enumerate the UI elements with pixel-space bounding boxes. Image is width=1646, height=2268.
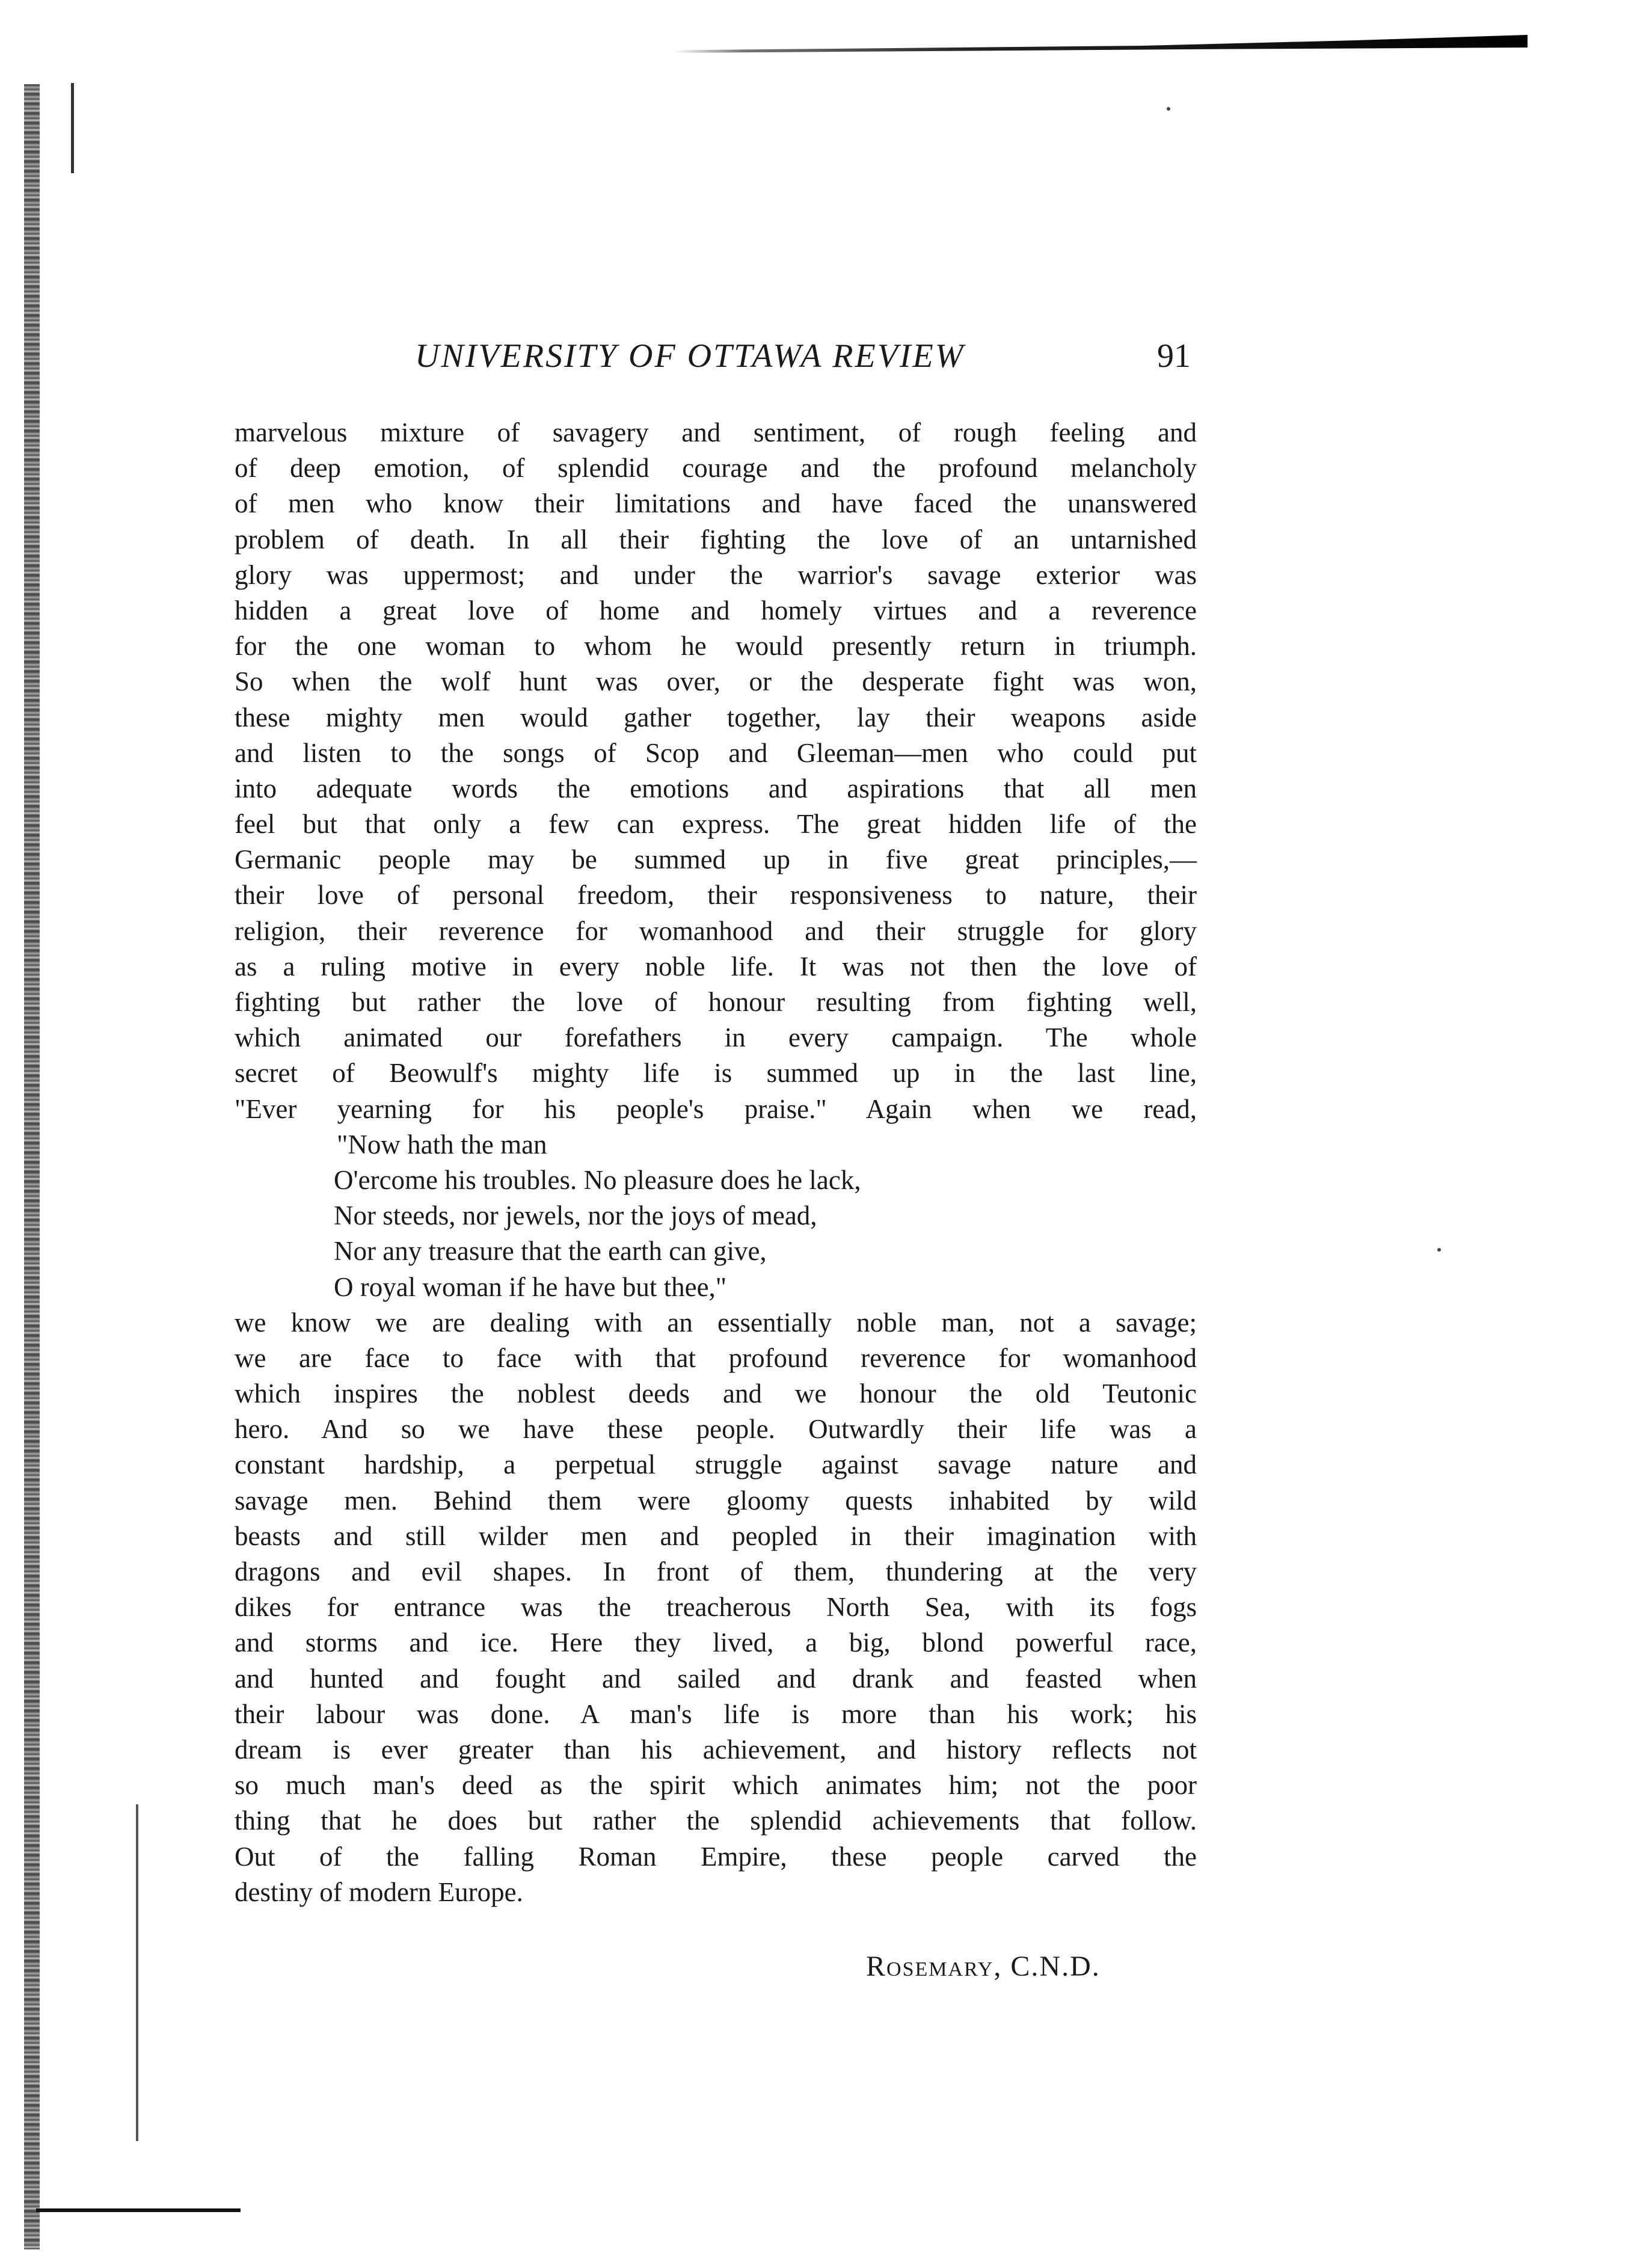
verse-line: O'ercome his troubles. No pleasure does he lack, <box>334 1164 861 1195</box>
text-line: fighting but rather the love of honour resulting from fighting well, <box>235 987 1197 1017</box>
text-line: these mighty men would gather together, lay their weapons aside <box>235 702 1197 733</box>
text-line: and hunted and fought and sailed and drank and feasted when <box>235 1663 1197 1694</box>
text-line: Germanic people may be summed up in five great principles,— <box>235 844 1197 875</box>
text-line: of deep emotion, of splendid courage and the profound melancholy <box>235 453 1197 484</box>
text-line: dikes for entrance was the treacherous North Sea, with its fogs <box>235 1592 1197 1623</box>
verse-line: "Now hath the man <box>337 1129 547 1160</box>
page-number: 91 <box>1157 337 1191 375</box>
text-line: problem of death. In all their fighting the love of an untarnished <box>235 524 1197 555</box>
text-line: secret of Beowulf's mighty life is summed up in the last line, <box>235 1058 1197 1089</box>
text-line: as a ruling motive in every noble life. It was not then the love of <box>235 951 1197 982</box>
text-line: of men who know their limitations and have faced the unanswered <box>235 488 1197 519</box>
page-header <box>415 337 1191 385</box>
verse-line: Nor any treasure that the earth can give, <box>334 1236 767 1267</box>
text-line: feel but that only a few can express. The great hidden life of the <box>235 809 1197 840</box>
text-line: destiny of modern Europe. <box>235 1876 523 1907</box>
scan-speck <box>1167 107 1170 111</box>
text-line: their love of personal freedom, their responsiveness to nature, their <box>235 880 1197 911</box>
paragraph-1 <box>235 415 1197 1127</box>
text-line: marvelous mixture of savagery and sentiment, of rough feeling and <box>235 417 1197 447</box>
verse-quotation <box>235 1127 1197 1305</box>
top-rule <box>674 35 1528 53</box>
text-line: beasts and still wilder men and peopled in their imagination with <box>235 1520 1197 1551</box>
text-line: Out of the falling Roman Empire, these people carved the <box>235 1841 1197 1872</box>
text-line: constant hardship, a perpetual struggle against savage nature and <box>235 1449 1197 1480</box>
text-line: savage men. Behind them were gloomy quests inhabited by wild <box>235 1485 1197 1516</box>
text-line: which inspires the noblest deeds and we honour the old Teutonic <box>235 1378 1197 1409</box>
binding-foot-rule <box>36 2208 241 2212</box>
text-line: thing that he does but rather the splendid achievements that follow. <box>235 1805 1197 1836</box>
verse-line: O royal woman if he have but thee," <box>334 1271 727 1302</box>
verse-line: Nor steeds, nor jewels, nor the joys of mead, <box>334 1200 817 1231</box>
running-title: UNIVERSITY OF OTTAWA REVIEW <box>415 337 965 375</box>
text-line: so much man's deed as the spirit which animates him; not the poor <box>235 1770 1197 1801</box>
text-line: glory was uppermost; and under the warrior's savage exterior was <box>235 559 1197 590</box>
text-line: into adequate words the emotions and aspirations that all men <box>235 773 1197 804</box>
text-line: So when the wolf hunt was over, or the desperate fight was won, <box>235 666 1197 697</box>
text-line: hidden a great love of home and homely virtues and a reverence <box>235 595 1197 625</box>
text-line: we know we are dealing with an essentially noble man, not a savage; <box>235 1307 1197 1338</box>
text-line: dragons and evil shapes. In front of them, thundering at the very <box>235 1557 1197 1587</box>
author-signature: Rosemary, C.N.D. <box>866 1950 1101 1982</box>
text-line: dream is ever greater than his achievement, and history reflects not <box>235 1734 1197 1765</box>
text-line: for the one woman to whom he would presently return in triumph. <box>235 631 1197 662</box>
article-body <box>235 415 1197 1910</box>
text-line: which animated our forefathers in every campaign. The whole <box>235 1022 1197 1053</box>
paragraph-2 <box>235 1305 1197 1910</box>
text-line: and storms and ice. Here they lived, a big, blond powerful race, <box>235 1627 1197 1658</box>
binding-mark <box>136 1804 138 2141</box>
text-line: their labour was done. A man's life is more than his work; his <box>235 1698 1197 1729</box>
text-line: and listen to the songs of Scop and Gleeman—men who could put <box>235 737 1197 768</box>
text-line: we are face to face with that profound reverence for womanhood <box>235 1342 1197 1373</box>
text-line: hero. And so we have these people. Outwardly their life was a <box>235 1414 1197 1445</box>
text-line: religion, their reverence for womanhood and their struggle for glory <box>235 915 1197 946</box>
text-line: "Ever yearning for his people's praise." Again when we read, <box>235 1093 1197 1124</box>
scan-mark <box>71 83 74 173</box>
scan-speck <box>1437 1248 1441 1252</box>
binding-edge <box>24 84 40 2249</box>
